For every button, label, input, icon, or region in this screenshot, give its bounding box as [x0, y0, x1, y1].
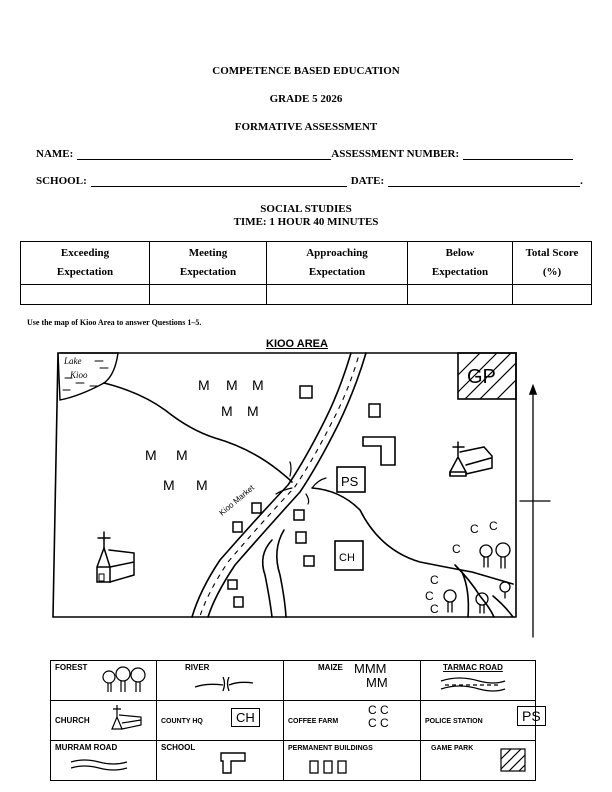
- svg-text:M: M: [176, 447, 188, 463]
- church-east: [450, 442, 492, 476]
- river-icon: [193, 671, 263, 695]
- school-label: SCHOOL:: [36, 175, 87, 187]
- header-line-3: FORMATIVE ASSESSMENT: [234, 121, 378, 133]
- key-church: CHURCH: [51, 701, 157, 741]
- svg-text:M: M: [198, 377, 210, 393]
- key-forest: FOREST: [51, 661, 157, 701]
- score-header: Approaching Expectation: [267, 242, 408, 285]
- svg-text:C: C: [452, 542, 461, 556]
- key-game-park: GAME PARK: [421, 741, 536, 781]
- key-river: RIVER: [157, 661, 284, 701]
- svg-text:M: M: [145, 447, 157, 463]
- name-label: NAME:: [36, 148, 74, 160]
- game-park: [458, 353, 516, 399]
- school: [363, 437, 395, 465]
- subject-title: SOCIAL STUDIES: [260, 203, 352, 215]
- tarmac-road: [192, 353, 366, 617]
- svg-text:M: M: [226, 377, 238, 393]
- svg-text:M: M: [252, 377, 264, 393]
- river: [263, 540, 272, 617]
- kioo-market-label: Kioo Market: [217, 483, 256, 518]
- school-icon: [219, 749, 249, 775]
- coffee-icon-row2: C C: [368, 716, 389, 730]
- svg-text:M: M: [247, 403, 259, 419]
- maize-icon: MMM: [354, 661, 387, 676]
- police-station-icon: PS: [517, 706, 546, 726]
- key-school: SCHOOL: [157, 741, 284, 781]
- game-park-icon: [499, 747, 529, 775]
- svg-text:C: C: [430, 573, 439, 587]
- score-header: Total Score (%): [513, 242, 592, 285]
- svg-text:GP: GP: [467, 366, 496, 388]
- coffee-icon: C C: [368, 703, 389, 717]
- key-police-station: POLICE STATION PS: [421, 701, 536, 741]
- north-arrow-icon: [520, 386, 550, 637]
- svg-text:PS: PS: [341, 474, 359, 489]
- svg-text:M: M: [221, 403, 233, 419]
- svg-text:C: C: [425, 589, 434, 603]
- murram-road-icon: [69, 757, 129, 773]
- svg-text:M: M: [163, 477, 175, 493]
- key-tarmac-road: TARMAC ROAD: [421, 661, 536, 701]
- forest-icon: [101, 663, 149, 695]
- church-west: [97, 532, 134, 582]
- map-key: [50, 660, 541, 781]
- score-header: Below Expectation: [408, 242, 513, 285]
- murram-road-west: [104, 383, 292, 482]
- key-permanent-buildings: PERMANENT BUILDINGS: [284, 741, 421, 781]
- header-line-2: GRADE 5 2026: [269, 93, 343, 105]
- church-icon: [109, 703, 145, 735]
- svg-text:C: C: [470, 522, 479, 536]
- time-allowed: TIME: 1 HOUR 40 MINUTES: [233, 216, 379, 228]
- permanent-buildings: [228, 386, 380, 607]
- header-line-1: COMPETENCE BASED EDUCATION: [212, 65, 400, 77]
- lake-label-1: Lake: [64, 356, 82, 366]
- key-coffee-farm: COFFEE FARM C C C C: [284, 701, 421, 741]
- score-header: Exceeding Expectation: [21, 242, 150, 285]
- county-hq-icon: CH: [231, 708, 260, 727]
- svg-text:C: C: [430, 602, 439, 616]
- buildings-icon: [308, 759, 358, 775]
- key-county-hq: COUNTY HQ CH: [157, 701, 284, 741]
- map-instruction: Use the map of Kioo Area to answer Questions 1–5.: [27, 318, 202, 327]
- svg-text:CH: CH: [339, 552, 355, 564]
- svg-text:M: M: [196, 477, 208, 493]
- map-title: KIOO AREA: [266, 338, 328, 350]
- assessment-number-label: ASSESSMENT NUMBER:: [331, 148, 460, 160]
- maize-symbols: [145, 377, 264, 493]
- key-murram-road: MURRAM ROAD: [51, 741, 157, 781]
- date-end: .: [580, 175, 583, 187]
- tarmac-road-icon: [439, 675, 509, 695]
- key-maize: MAIZE MMM MM: [284, 661, 421, 701]
- svg-text:C: C: [489, 519, 498, 533]
- date-label: DATE:: [350, 175, 385, 187]
- score-header: Meeting Expectation: [150, 242, 267, 285]
- maize-icon-row2: MM: [366, 675, 388, 690]
- lake-label-2: Kioo: [70, 370, 88, 380]
